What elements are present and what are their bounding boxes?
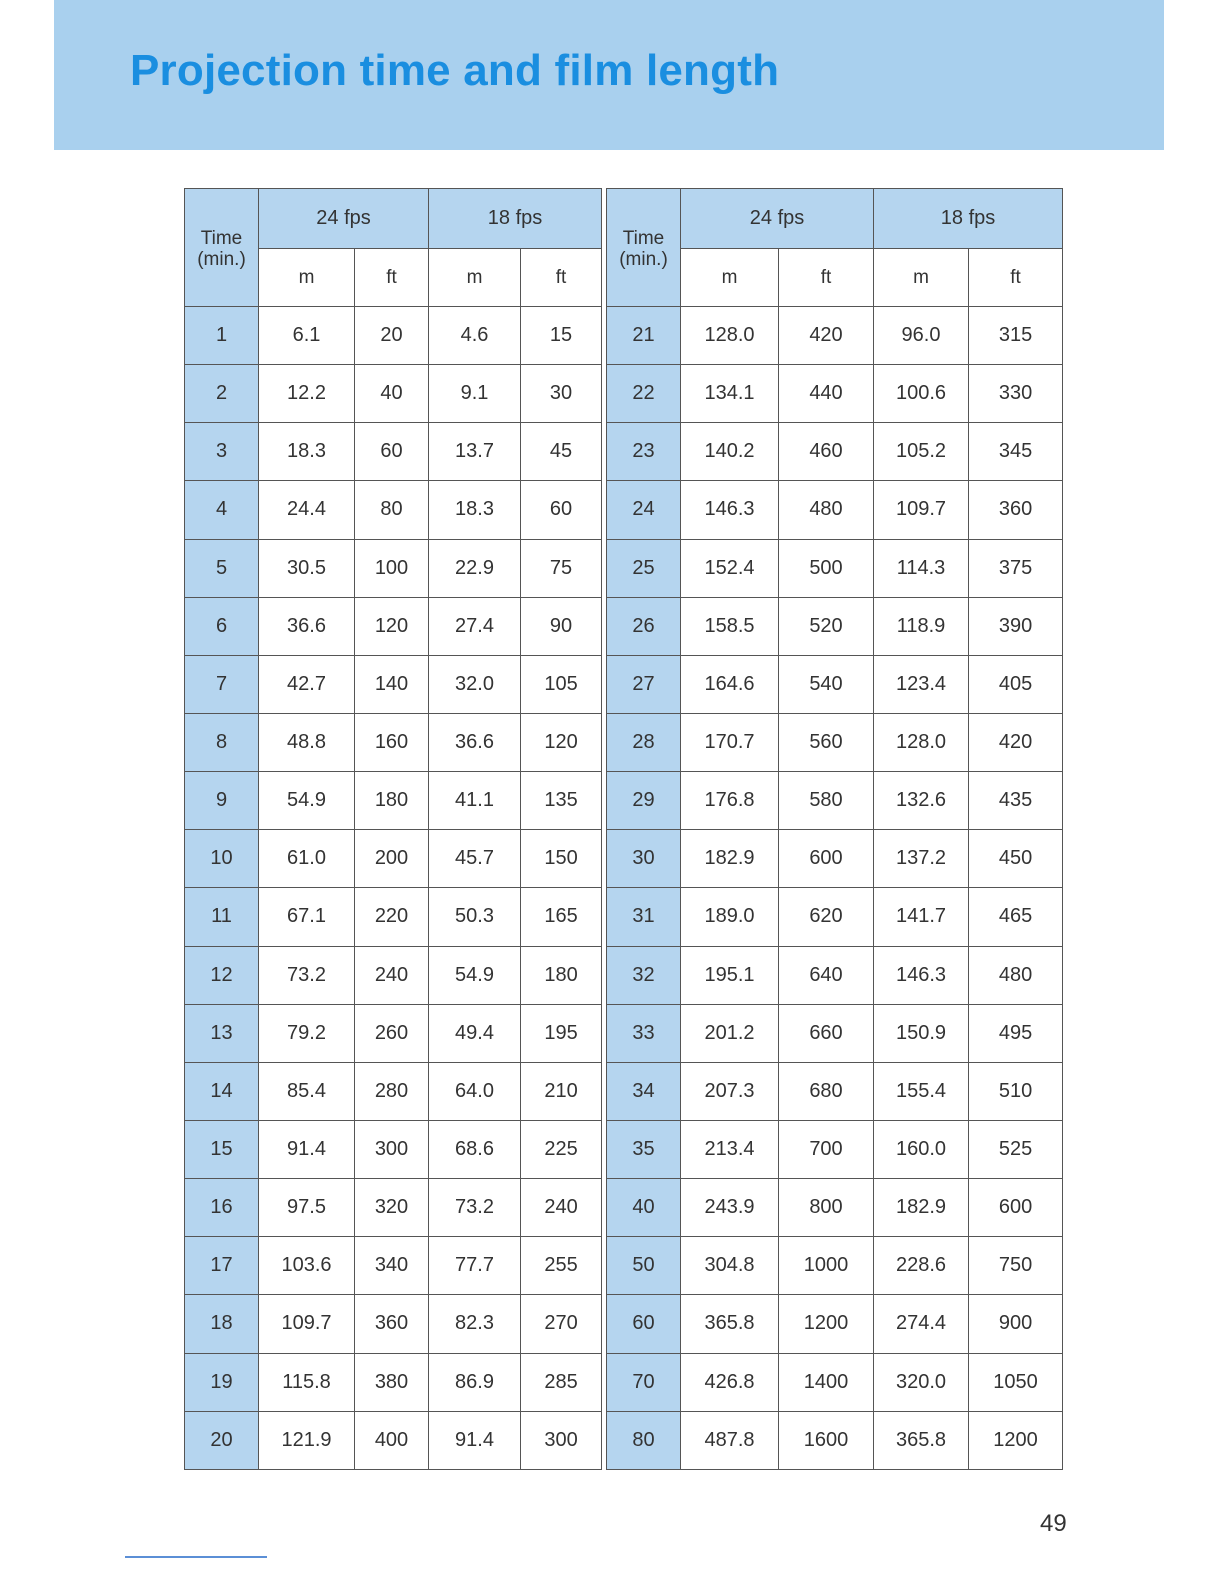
- length-18fps-ft-cell: 360: [969, 481, 1063, 539]
- time-cell: 22: [607, 365, 681, 423]
- time-unit-label: (min.): [197, 248, 246, 270]
- time-cell: 28: [607, 713, 681, 771]
- length-18fps-m-cell: 132.6: [874, 772, 969, 830]
- length-18fps-ft-cell: 15: [521, 307, 602, 365]
- length-24fps-ft-cell: 80: [355, 481, 429, 539]
- length-24fps-m-cell: 109.7: [259, 1295, 355, 1353]
- length-24fps-m-cell: 158.5: [681, 597, 779, 655]
- unit-ft-header: ft: [779, 249, 874, 307]
- length-24fps-ft-cell: 40: [355, 365, 429, 423]
- time-cell: 10: [185, 830, 259, 888]
- length-24fps-ft-cell: 20: [355, 307, 429, 365]
- length-18fps-ft-cell: 225: [521, 1120, 602, 1178]
- time-label: Time: [200, 227, 243, 249]
- length-18fps-ft-cell: 75: [521, 539, 602, 597]
- table-row: [185, 1062, 602, 1120]
- length-18fps-ft-cell: 180: [521, 946, 602, 1004]
- length-18fps-ft-cell: 195: [521, 1004, 602, 1062]
- length-24fps-m-cell: 189.0: [681, 888, 779, 946]
- time-cell: 7: [185, 655, 259, 713]
- length-18fps-ft-cell: 150: [521, 830, 602, 888]
- time-cell: 33: [607, 1004, 681, 1062]
- length-18fps-m-cell: 13.7: [429, 423, 521, 481]
- length-18fps-ft-cell: 435: [969, 772, 1063, 830]
- length-24fps-ft-cell: 380: [355, 1353, 429, 1411]
- time-cell: 21: [607, 307, 681, 365]
- time-cell: 26: [607, 597, 681, 655]
- length-18fps-ft-cell: 495: [969, 1004, 1063, 1062]
- unit-m-header: m: [259, 249, 355, 307]
- length-18fps-ft-cell: 60: [521, 481, 602, 539]
- length-24fps-m-cell: 67.1: [259, 888, 355, 946]
- length-24fps-m-cell: 97.5: [259, 1179, 355, 1237]
- length-24fps-ft-cell: 220: [355, 888, 429, 946]
- time-cell: 8: [185, 713, 259, 771]
- length-18fps-m-cell: 22.9: [429, 539, 521, 597]
- length-24fps-m-cell: 79.2: [259, 1004, 355, 1062]
- length-18fps-ft-cell: 120: [521, 713, 602, 771]
- time-cell: 25: [607, 539, 681, 597]
- length-18fps-ft-cell: 375: [969, 539, 1063, 597]
- time-cell: 60: [607, 1295, 681, 1353]
- length-24fps-m-cell: 426.8: [681, 1353, 779, 1411]
- unit-ft-header: ft: [521, 249, 602, 307]
- table-row: [607, 830, 1063, 888]
- length-18fps-m-cell: 32.0: [429, 655, 521, 713]
- length-18fps-m-cell: 36.6: [429, 713, 521, 771]
- time-cell: 14: [185, 1062, 259, 1120]
- table-row: [607, 655, 1063, 713]
- length-18fps-m-cell: 4.6: [429, 307, 521, 365]
- length-18fps-m-cell: 274.4: [874, 1295, 969, 1353]
- length-24fps-ft-cell: 540: [779, 655, 874, 713]
- table-row: [185, 655, 602, 713]
- time-cell: 5: [185, 539, 259, 597]
- length-24fps-ft-cell: 460: [779, 423, 874, 481]
- length-18fps-m-cell: 50.3: [429, 888, 521, 946]
- length-18fps-m-cell: 100.6: [874, 365, 969, 423]
- table-row: [185, 1237, 602, 1295]
- table-row: [185, 830, 602, 888]
- length-18fps-m-cell: 45.7: [429, 830, 521, 888]
- table-row: [185, 772, 602, 830]
- table-row: [607, 1062, 1063, 1120]
- table-row: [185, 1295, 602, 1353]
- length-18fps-m-cell: 41.1: [429, 772, 521, 830]
- length-24fps-m-cell: 487.8: [681, 1411, 779, 1469]
- length-24fps-ft-cell: 200: [355, 830, 429, 888]
- length-18fps-m-cell: 91.4: [429, 1411, 521, 1469]
- length-24fps-ft-cell: 280: [355, 1062, 429, 1120]
- time-cell: 6: [185, 597, 259, 655]
- time-cell: 20: [185, 1411, 259, 1469]
- length-18fps-ft-cell: 330: [969, 365, 1063, 423]
- length-18fps-ft-cell: 510: [969, 1062, 1063, 1120]
- table-row: [607, 365, 1063, 423]
- length-18fps-m-cell: 27.4: [429, 597, 521, 655]
- table-row: [607, 772, 1063, 830]
- length-18fps-ft-cell: 420: [969, 713, 1063, 771]
- table-row: [607, 1295, 1063, 1353]
- length-24fps-ft-cell: 1600: [779, 1411, 874, 1469]
- table-row: [607, 1353, 1063, 1411]
- length-24fps-ft-cell: 1200: [779, 1295, 874, 1353]
- time-cell: 24: [607, 481, 681, 539]
- time-cell: 4: [185, 481, 259, 539]
- length-18fps-m-cell: 96.0: [874, 307, 969, 365]
- table-row: [607, 307, 1063, 365]
- length-24fps-ft-cell: 640: [779, 946, 874, 1004]
- length-24fps-m-cell: 30.5: [259, 539, 355, 597]
- length-24fps-m-cell: 73.2: [259, 946, 355, 1004]
- table-row: [607, 481, 1063, 539]
- time-cell: 13: [185, 1004, 259, 1062]
- length-24fps-m-cell: 146.3: [681, 481, 779, 539]
- length-24fps-m-cell: 152.4: [681, 539, 779, 597]
- time-cell: 70: [607, 1353, 681, 1411]
- length-24fps-ft-cell: 100: [355, 539, 429, 597]
- table-row: [607, 539, 1063, 597]
- length-24fps-m-cell: 103.6: [259, 1237, 355, 1295]
- length-24fps-m-cell: 207.3: [681, 1062, 779, 1120]
- length-18fps-m-cell: 146.3: [874, 946, 969, 1004]
- length-18fps-ft-cell: 315: [969, 307, 1063, 365]
- length-24fps-ft-cell: 480: [779, 481, 874, 539]
- table-row: [607, 597, 1063, 655]
- length-24fps-ft-cell: 520: [779, 597, 874, 655]
- fps-24-header: 24 fps: [259, 189, 429, 249]
- time-cell: 1: [185, 307, 259, 365]
- length-24fps-ft-cell: 120: [355, 597, 429, 655]
- length-24fps-m-cell: 140.2: [681, 423, 779, 481]
- length-24fps-ft-cell: 440: [779, 365, 874, 423]
- fps-18-header: 18 fps: [429, 189, 602, 249]
- table-row: [607, 888, 1063, 946]
- length-24fps-m-cell: 24.4: [259, 481, 355, 539]
- length-18fps-ft-cell: 270: [521, 1295, 602, 1353]
- length-18fps-ft-cell: 480: [969, 946, 1063, 1004]
- length-18fps-ft-cell: 285: [521, 1353, 602, 1411]
- length-18fps-m-cell: 182.9: [874, 1179, 969, 1237]
- length-24fps-m-cell: 18.3: [259, 423, 355, 481]
- length-24fps-ft-cell: 320: [355, 1179, 429, 1237]
- length-18fps-m-cell: 68.6: [429, 1120, 521, 1178]
- length-18fps-ft-cell: 405: [969, 655, 1063, 713]
- table-row: [185, 713, 602, 771]
- length-18fps-ft-cell: 465: [969, 888, 1063, 946]
- length-24fps-m-cell: 304.8: [681, 1237, 779, 1295]
- length-24fps-ft-cell: 180: [355, 772, 429, 830]
- length-18fps-ft-cell: 135: [521, 772, 602, 830]
- length-24fps-m-cell: 61.0: [259, 830, 355, 888]
- length-24fps-ft-cell: 160: [355, 713, 429, 771]
- length-18fps-ft-cell: 750: [969, 1237, 1063, 1295]
- length-24fps-m-cell: 54.9: [259, 772, 355, 830]
- length-18fps-m-cell: 150.9: [874, 1004, 969, 1062]
- length-24fps-m-cell: 85.4: [259, 1062, 355, 1120]
- length-24fps-m-cell: 243.9: [681, 1179, 779, 1237]
- table-row: [607, 1004, 1063, 1062]
- table-row: [185, 946, 602, 1004]
- time-cell: 80: [607, 1411, 681, 1469]
- length-18fps-ft-cell: 105: [521, 655, 602, 713]
- length-24fps-ft-cell: 340: [355, 1237, 429, 1295]
- length-24fps-m-cell: 115.8: [259, 1353, 355, 1411]
- length-18fps-m-cell: 118.9: [874, 597, 969, 655]
- length-24fps-ft-cell: 240: [355, 946, 429, 1004]
- table-row: [607, 1411, 1063, 1469]
- projection-table-left: [184, 188, 602, 1470]
- length-18fps-ft-cell: 600: [969, 1179, 1063, 1237]
- length-24fps-m-cell: 121.9: [259, 1411, 355, 1469]
- length-24fps-m-cell: 91.4: [259, 1120, 355, 1178]
- length-18fps-ft-cell: 165: [521, 888, 602, 946]
- length-18fps-ft-cell: 255: [521, 1237, 602, 1295]
- length-18fps-ft-cell: 900: [969, 1295, 1063, 1353]
- time-cell: 35: [607, 1120, 681, 1178]
- table-row: [607, 713, 1063, 771]
- length-18fps-m-cell: 86.9: [429, 1353, 521, 1411]
- length-24fps-m-cell: 42.7: [259, 655, 355, 713]
- table-row: [185, 539, 602, 597]
- time-cell: 15: [185, 1120, 259, 1178]
- table-row: [185, 1411, 602, 1469]
- length-18fps-m-cell: 128.0: [874, 713, 969, 771]
- time-cell: 18: [185, 1295, 259, 1353]
- length-18fps-m-cell: 123.4: [874, 655, 969, 713]
- unit-m-header: m: [681, 249, 779, 307]
- time-cell: 19: [185, 1353, 259, 1411]
- length-24fps-ft-cell: 1000: [779, 1237, 874, 1295]
- length-24fps-m-cell: 134.1: [681, 365, 779, 423]
- length-24fps-ft-cell: 1400: [779, 1353, 874, 1411]
- length-18fps-m-cell: 228.6: [874, 1237, 969, 1295]
- length-18fps-m-cell: 114.3: [874, 539, 969, 597]
- length-18fps-m-cell: 365.8: [874, 1411, 969, 1469]
- length-24fps-m-cell: 36.6: [259, 597, 355, 655]
- length-18fps-ft-cell: 240: [521, 1179, 602, 1237]
- time-cell: 31: [607, 888, 681, 946]
- length-18fps-ft-cell: 450: [969, 830, 1063, 888]
- time-cell: 11: [185, 888, 259, 946]
- length-18fps-m-cell: 82.3: [429, 1295, 521, 1353]
- table-row: [607, 1237, 1063, 1295]
- table-row: [185, 888, 602, 946]
- length-24fps-ft-cell: 260: [355, 1004, 429, 1062]
- length-18fps-m-cell: 160.0: [874, 1120, 969, 1178]
- table-row: [185, 481, 602, 539]
- length-24fps-m-cell: 6.1: [259, 307, 355, 365]
- length-24fps-ft-cell: 580: [779, 772, 874, 830]
- time-cell: 50: [607, 1237, 681, 1295]
- length-24fps-ft-cell: 140: [355, 655, 429, 713]
- time-cell: 3: [185, 423, 259, 481]
- unit-m-header: m: [429, 249, 521, 307]
- time-cell: 32: [607, 946, 681, 1004]
- table-row: [185, 597, 602, 655]
- length-24fps-ft-cell: 300: [355, 1120, 429, 1178]
- length-24fps-m-cell: 170.7: [681, 713, 779, 771]
- length-24fps-ft-cell: 420: [779, 307, 874, 365]
- length-18fps-m-cell: 73.2: [429, 1179, 521, 1237]
- unit-ft-header: ft: [355, 249, 429, 307]
- time-unit-label: (min.): [619, 248, 668, 270]
- table-body-right: [607, 307, 1063, 1470]
- page-title: Projection time and film length: [130, 46, 780, 95]
- length-18fps-ft-cell: 210: [521, 1062, 602, 1120]
- page-number: 49: [1040, 1510, 1067, 1537]
- length-18fps-ft-cell: 30: [521, 365, 602, 423]
- length-24fps-ft-cell: 60: [355, 423, 429, 481]
- projection-table-right: [606, 188, 1063, 1470]
- length-24fps-ft-cell: 500: [779, 539, 874, 597]
- table-row: [607, 1120, 1063, 1178]
- length-18fps-ft-cell: 525: [969, 1120, 1063, 1178]
- length-18fps-m-cell: 77.7: [429, 1237, 521, 1295]
- length-18fps-m-cell: 9.1: [429, 365, 521, 423]
- time-cell: 30: [607, 830, 681, 888]
- table-body-left: [185, 307, 602, 1470]
- length-18fps-m-cell: 54.9: [429, 946, 521, 1004]
- length-18fps-m-cell: 64.0: [429, 1062, 521, 1120]
- length-24fps-ft-cell: 600: [779, 830, 874, 888]
- length-24fps-ft-cell: 660: [779, 1004, 874, 1062]
- fps-18-header: 18 fps: [874, 189, 1063, 249]
- length-24fps-m-cell: 201.2: [681, 1004, 779, 1062]
- length-18fps-m-cell: 320.0: [874, 1353, 969, 1411]
- time-cell: 16: [185, 1179, 259, 1237]
- length-24fps-ft-cell: 560: [779, 713, 874, 771]
- length-24fps-m-cell: 365.8: [681, 1295, 779, 1353]
- time-cell: 12: [185, 946, 259, 1004]
- length-24fps-m-cell: 213.4: [681, 1120, 779, 1178]
- time-cell: 34: [607, 1062, 681, 1120]
- length-18fps-m-cell: 18.3: [429, 481, 521, 539]
- length-24fps-ft-cell: 360: [355, 1295, 429, 1353]
- table-row: [185, 1120, 602, 1178]
- length-18fps-m-cell: 155.4: [874, 1062, 969, 1120]
- time-cell: 9: [185, 772, 259, 830]
- table-row: [185, 365, 602, 423]
- length-24fps-ft-cell: 800: [779, 1179, 874, 1237]
- length-18fps-m-cell: 109.7: [874, 481, 969, 539]
- length-24fps-m-cell: 182.9: [681, 830, 779, 888]
- length-24fps-m-cell: 12.2: [259, 365, 355, 423]
- table-row: [185, 423, 602, 481]
- footer-divider: [125, 1556, 267, 1558]
- length-24fps-m-cell: 195.1: [681, 946, 779, 1004]
- length-24fps-ft-cell: 700: [779, 1120, 874, 1178]
- time-cell: 27: [607, 655, 681, 713]
- length-18fps-ft-cell: 345: [969, 423, 1063, 481]
- table-row: [185, 1179, 602, 1237]
- time-cell: 2: [185, 365, 259, 423]
- length-18fps-ft-cell: 90: [521, 597, 602, 655]
- table-row: [607, 423, 1063, 481]
- length-18fps-ft-cell: 390: [969, 597, 1063, 655]
- time-cell: 23: [607, 423, 681, 481]
- unit-m-header: m: [874, 249, 969, 307]
- length-24fps-m-cell: 128.0: [681, 307, 779, 365]
- length-24fps-m-cell: 176.8: [681, 772, 779, 830]
- length-18fps-ft-cell: 1050: [969, 1353, 1063, 1411]
- time-column-header: [607, 189, 681, 307]
- length-18fps-m-cell: 49.4: [429, 1004, 521, 1062]
- table-row: [185, 1004, 602, 1062]
- unit-ft-header: ft: [969, 249, 1063, 307]
- length-18fps-m-cell: 141.7: [874, 888, 969, 946]
- time-cell: 40: [607, 1179, 681, 1237]
- length-24fps-m-cell: 48.8: [259, 713, 355, 771]
- fps-24-header: 24 fps: [681, 189, 874, 249]
- length-18fps-ft-cell: 300: [521, 1411, 602, 1469]
- table-row: [185, 307, 602, 365]
- length-24fps-ft-cell: 400: [355, 1411, 429, 1469]
- length-18fps-ft-cell: 1200: [969, 1411, 1063, 1469]
- table-row: [607, 946, 1063, 1004]
- length-18fps-m-cell: 105.2: [874, 423, 969, 481]
- time-cell: 17: [185, 1237, 259, 1295]
- table-row: [607, 1179, 1063, 1237]
- time-label: Time: [622, 227, 665, 249]
- time-cell: 29: [607, 772, 681, 830]
- length-24fps-m-cell: 164.6: [681, 655, 779, 713]
- length-24fps-ft-cell: 620: [779, 888, 874, 946]
- time-column-header: [185, 189, 259, 307]
- table-row: [185, 1353, 602, 1411]
- length-18fps-ft-cell: 45: [521, 423, 602, 481]
- length-18fps-m-cell: 137.2: [874, 830, 969, 888]
- length-24fps-ft-cell: 680: [779, 1062, 874, 1120]
